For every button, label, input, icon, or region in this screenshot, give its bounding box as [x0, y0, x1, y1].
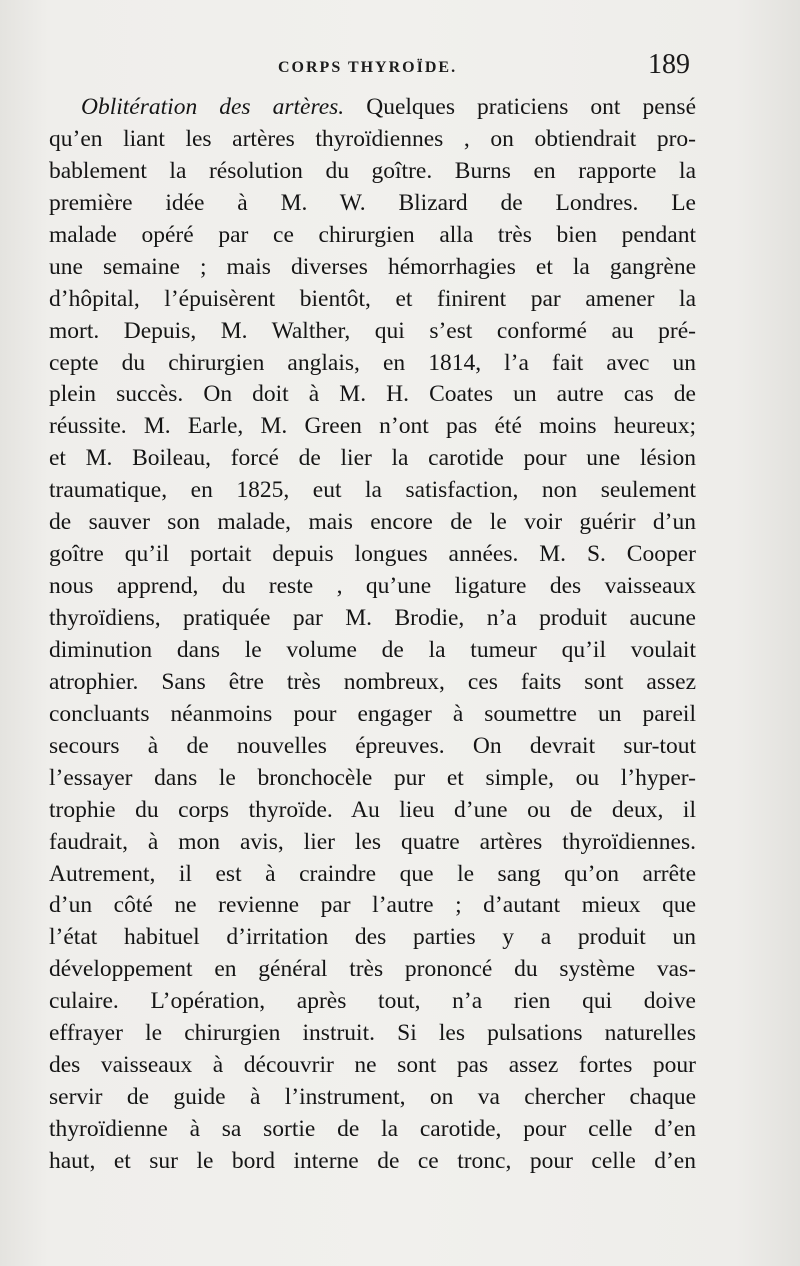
text-line: servir de guide à l’instrument, on va chercher chaque — [49, 1084, 696, 1111]
running-title: CORPS THYROÏDE. — [278, 59, 458, 76]
text-line: malade opéré par ce chirurgien alla très bien pendant — [49, 221, 696, 248]
text-line: diminution dans le volume de la tumeur qu’il voulait — [49, 636, 696, 663]
text-line: d’un côté ne revienne par l’autre ; d’autant mieux que — [49, 892, 696, 919]
text-line: thyroïdiens, pratiquée par M. Brodie, n’a produit aucune — [49, 605, 696, 631]
text-line: effrayer le chirurgien instruit. Si les pulsations naturelles — [49, 1020, 696, 1047]
section-heading-italic: Oblitération des artères. — [81, 94, 345, 120]
page-number: 189 — [648, 49, 690, 80]
text-line: des vaisseaux à découvrir ne sont pas assez fortes pour — [49, 1052, 696, 1079]
text-line: cepte du chirurgien anglais, en 1814, l’a fait avec un — [49, 349, 696, 376]
text-line: une semaine ; mais diverses hémorrhagies et la gangrène — [49, 253, 696, 280]
text-line: qu’en liant les artères thyroïdiennes , on obtiendrait pro- — [49, 125, 696, 152]
text-line: concluants néanmoins pour engager à soumettre un pareil — [49, 700, 696, 727]
text-line: de sauver son malade, mais encore de le voir guérir d’un — [49, 509, 696, 536]
text-line: première idée à M. W. Blizard de Londres. Le — [49, 189, 696, 216]
text-line: mort. Depuis, M. Walther, qui s’est conformé au pré- — [49, 317, 696, 344]
text-line: traumatique, en 1825, eut la satisfaction, non seulement — [49, 477, 696, 504]
text-line-first — [49, 92, 696, 124]
body-text — [49, 92, 696, 1178]
text-line: l’état habituel d’irritation des parties y a produit un — [49, 924, 696, 951]
text-line: secours à de nouvelles épreuves. On devrait sur-tout — [49, 732, 696, 759]
text-line-last: haut, et sur le bord interne de ce tronc, pour celle d’en — [49, 1147, 696, 1174]
text-line: culaire. L’opération, après tout, n’a rien qui doive — [49, 988, 696, 1015]
text-line: thyroïdienne à sa sortie de la carotide, pour celle d’en — [49, 1116, 696, 1142]
text-line: trophie du corps thyroïde. Au lieu d’une ou de deux, il — [49, 796, 696, 823]
text-line: développement en général très prononcé du système vas- — [49, 956, 696, 983]
text-line: nous apprend, du reste , qu’une ligature des vaisseaux — [49, 573, 696, 600]
text-line: bablement la résolution du goître. Burns en rapporte la — [49, 157, 696, 184]
first-line-rest: Quelques praticiens ont pensé — [344, 94, 696, 120]
text-line: faudrait, à mon avis, lier les quatre artères thyroïdiennes. — [49, 828, 696, 855]
text-line: plein succès. On doit à M. H. Coates un autre cas de — [49, 381, 696, 408]
text-line: Autrement, il est à craindre que le sang qu’on arrête — [49, 860, 696, 887]
text-line: goître qu’il portait depuis longues années. M. S. Cooper — [49, 541, 696, 568]
page-header — [0, 49, 800, 85]
text-line: et M. Boileau, forcé de lier la carotide pour une lésion — [49, 445, 696, 472]
text-line: atrophier. Sans être très nombreux, ces faits sont assez — [49, 668, 696, 695]
text-line: réussite. M. Earle, M. Green n’ont pas été moins heureux; — [49, 413, 696, 440]
text-line: l’essayer dans le bronchocèle pur et simple, ou l’hyper- — [49, 764, 696, 791]
text-line: d’hôpital, l’épuisèrent bientôt, et finirent par amener la — [49, 285, 696, 312]
